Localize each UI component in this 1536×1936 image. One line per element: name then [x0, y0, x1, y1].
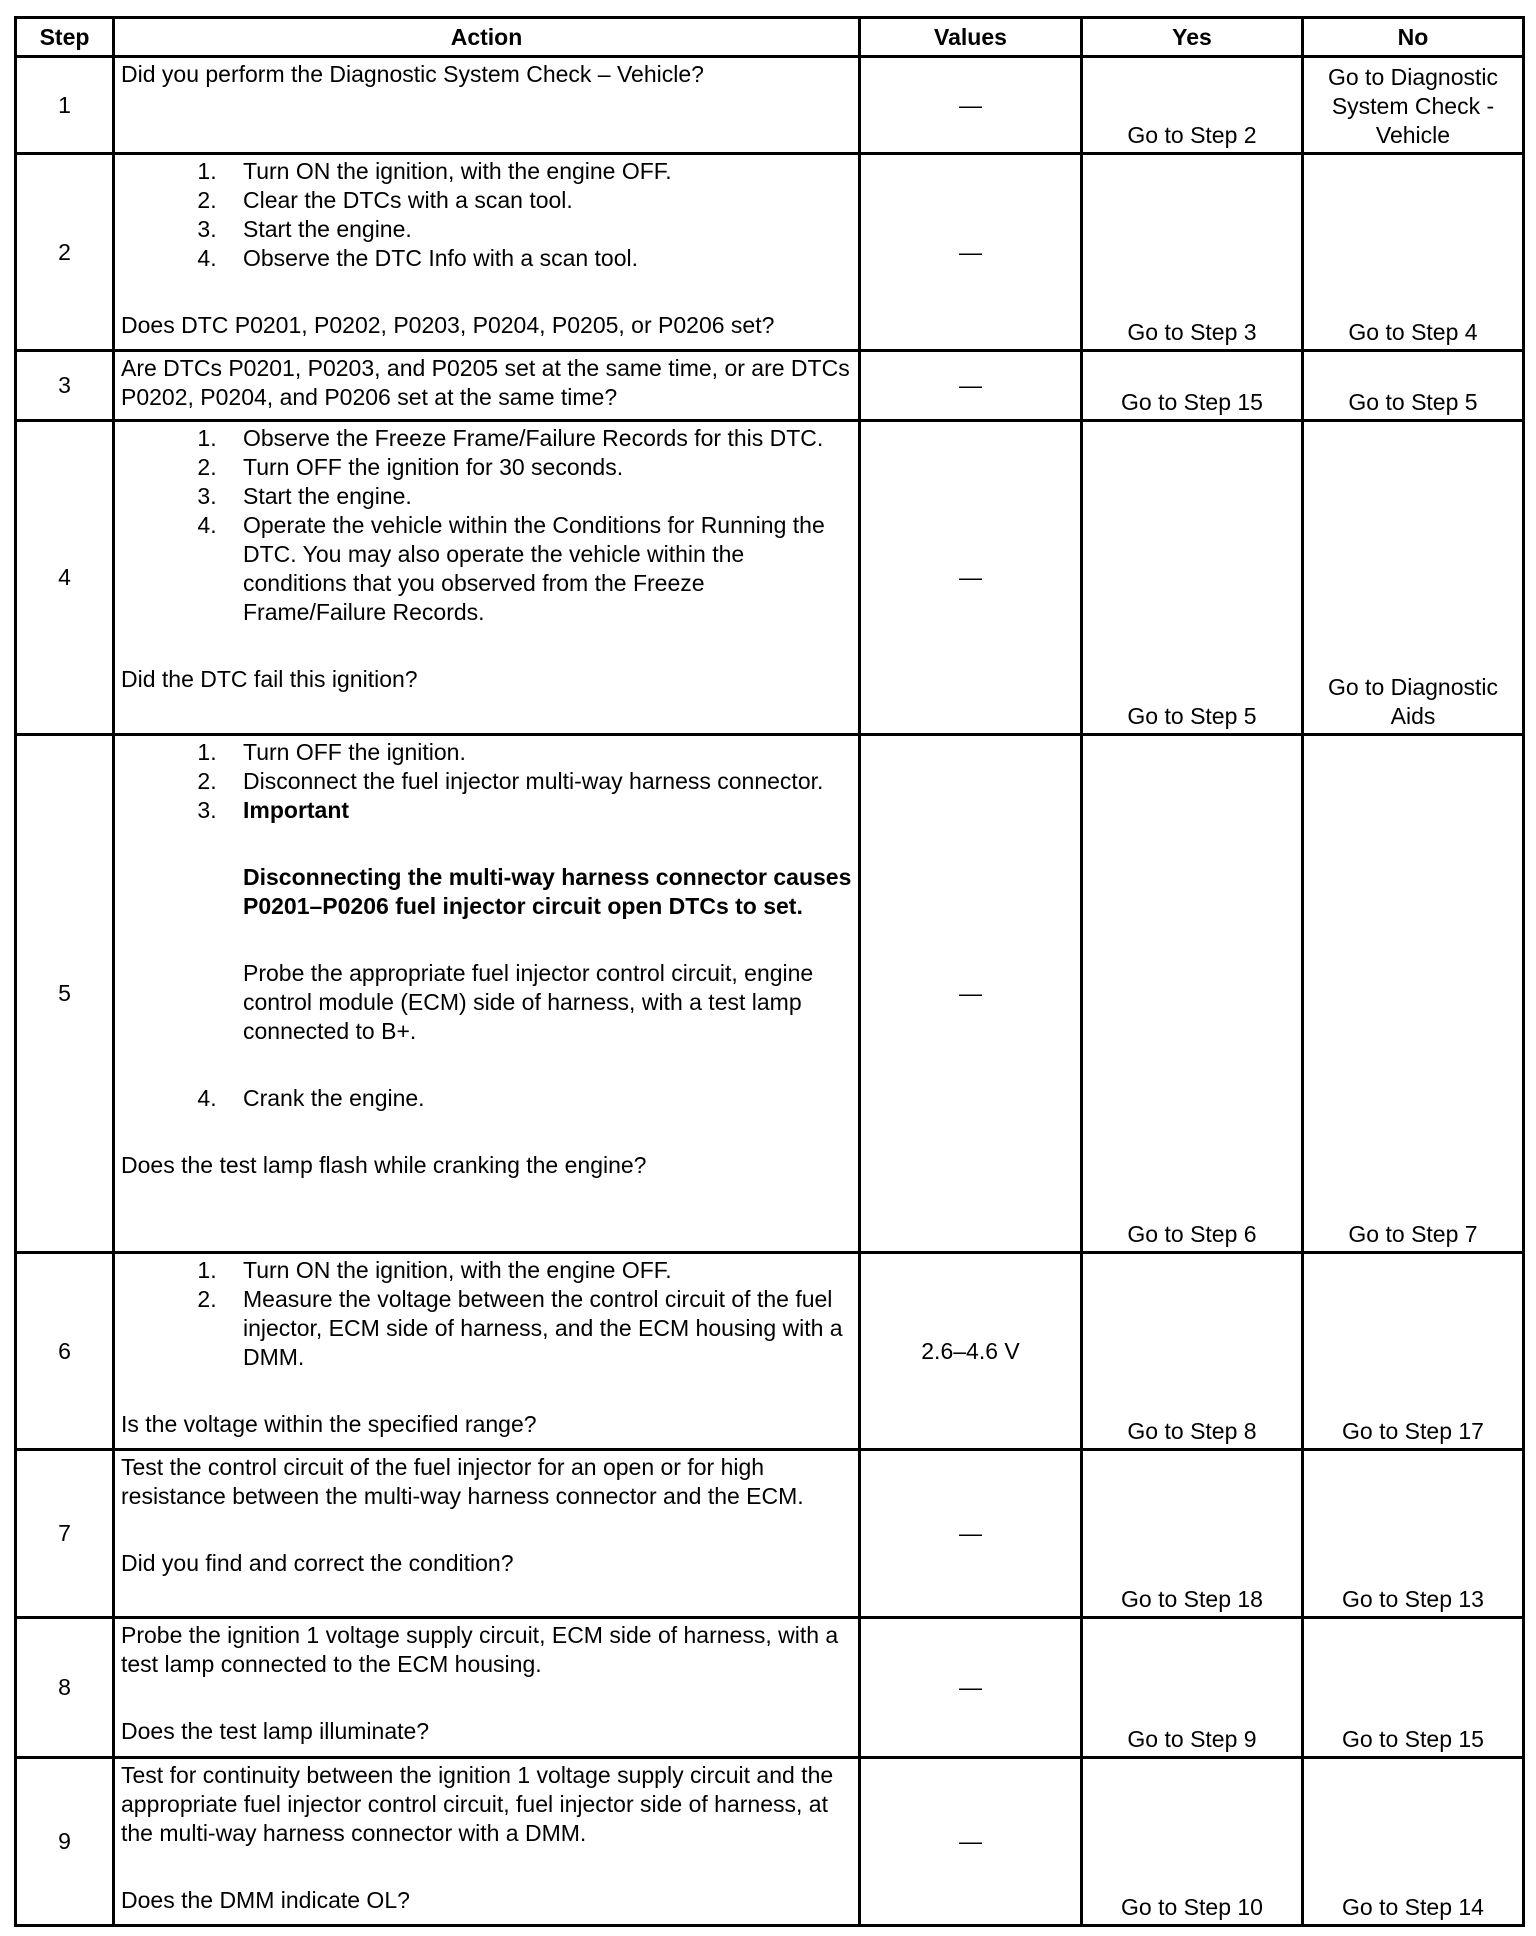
action-question: Does the DMM indicate OL? — [121, 1887, 410, 1913]
action-question: Did the DTC fail this ignition? — [121, 666, 418, 692]
action-step: 2. Turn OFF the ignition for 30 seconds. — [223, 453, 852, 482]
yes-cell: Go to Step 18 — [1082, 1450, 1303, 1618]
action-cell — [114, 1253, 860, 1450]
value-cell: — — [860, 1450, 1082, 1618]
action-steps — [121, 1256, 852, 1372]
table-row — [16, 735, 1524, 1253]
action-step: 1. Turn ON the ignition, with the engine OFF. — [223, 157, 852, 186]
probe-text: Probe the appropriate fuel injector control circuit, engine control module (ECM) side of harness, with a test lamp connected to B+. — [243, 960, 814, 1044]
step-number: 5 — [16, 735, 114, 1253]
no-cell: Go to Step 5 — [1303, 351, 1524, 421]
action-text: Test for continuity between the ignition 1 voltage supply circuit and the appropriate fuel injector control circuit, fuel injector side of harness, at the multi-way harness connector with a DMM. — [121, 1762, 834, 1846]
no-cell: Go to Diagnostic System Check - Vehicle — [1303, 57, 1524, 154]
action-text: Did you perform the Diagnostic System Check – Vehicle? — [121, 61, 704, 87]
step-number: 3 — [16, 351, 114, 421]
table-row — [16, 351, 1524, 421]
action-step: 4. Crank the engine. — [223, 1084, 852, 1113]
step-number: 7 — [16, 1450, 114, 1618]
action-cell — [114, 735, 860, 1253]
no-cell: Go to Step 15 — [1303, 1618, 1524, 1758]
value-cell: — — [860, 57, 1082, 154]
action-text: Test the control circuit of the fuel injector for an open or for high resistance between the multi-way harness connector and the ECM. — [121, 1454, 804, 1509]
yes-cell: Go to Step 5 — [1082, 421, 1303, 735]
yes-cell: Go to Step 9 — [1082, 1618, 1303, 1758]
action-step-important — [223, 796, 852, 1084]
action-cell — [114, 1758, 860, 1926]
important-label: 3. Important — [243, 797, 350, 823]
header-values: Values — [860, 18, 1082, 57]
yes-cell: Go to Step 6 — [1082, 735, 1303, 1253]
action-cell — [114, 351, 860, 421]
action-step: 1. Turn ON the ignition, with the engine OFF. — [223, 1256, 852, 1285]
action-question: Does the test lamp flash while cranking the engine? — [121, 1152, 647, 1178]
action-step: 2. Disconnect the fuel injector multi-way harness connector. — [223, 767, 852, 796]
action-step: 2. Clear the DTCs with a scan tool. — [223, 186, 852, 215]
step-number: 9 — [16, 1758, 114, 1926]
action-step: 4. Operate the vehicle within the Conditions for Running the DTC. You may also operate the vehicle within the conditions that you observed from the Freeze Frame/Failure Records. — [223, 511, 852, 627]
action-cell — [114, 1450, 860, 1618]
action-question: Is the voltage within the specified range? — [121, 1411, 537, 1437]
step-number: 1 — [16, 57, 114, 154]
action-steps — [121, 738, 852, 1113]
value-cell: — — [860, 1618, 1082, 1758]
yes-cell: Go to Step 3 — [1082, 154, 1303, 351]
no-cell: Go to Step 7 — [1303, 735, 1524, 1253]
header-action: Action — [114, 18, 860, 57]
action-cell — [114, 1618, 860, 1758]
step-number: 4 — [16, 421, 114, 735]
no-cell: Go to Step 17 — [1303, 1253, 1524, 1450]
value-cell: — — [860, 421, 1082, 735]
step-number: 6 — [16, 1253, 114, 1450]
action-question: Does DTC P0201, P0202, P0203, P0204, P0205, or P0206 set? — [121, 312, 775, 338]
table-row — [16, 1253, 1524, 1450]
action-step: 4. Observe the DTC Info with a scan tool. — [223, 244, 852, 273]
header-no: No — [1303, 18, 1524, 57]
action-step: 3. Start the engine. — [223, 482, 852, 511]
action-step: 2. Measure the voltage between the control circuit of the fuel injector, ECM side of harness, and the ECM housing with a DMM. — [223, 1285, 852, 1372]
no-cell: Go to Step 4 — [1303, 154, 1524, 351]
action-steps — [121, 157, 852, 273]
important-note: Disconnecting the multi-way harness connector causes P0201–P0206 fuel injector circuit open DTCs to set. — [243, 864, 852, 919]
action-text: Probe the ignition 1 voltage supply circuit, ECM side of harness, with a test lamp connected to the ECM housing. — [121, 1622, 839, 1677]
no-cell: Go to Step 13 — [1303, 1450, 1524, 1618]
action-steps — [121, 424, 852, 627]
action-cell — [114, 57, 860, 154]
action-step: 1. Observe the Freeze Frame/Failure Records for this DTC. — [223, 424, 852, 453]
yes-cell: Go to Step 2 — [1082, 57, 1303, 154]
value-cell: — — [860, 1758, 1082, 1926]
no-cell: Go to Step 14 — [1303, 1758, 1524, 1926]
table-row — [16, 57, 1524, 154]
action-step: 1. Turn OFF the ignition. — [223, 738, 852, 767]
table-row — [16, 1450, 1524, 1618]
yes-cell: Go to Step 15 — [1082, 351, 1303, 421]
action-cell — [114, 154, 860, 351]
value-cell: — — [860, 351, 1082, 421]
no-cell: Go to Diagnostic Aids — [1303, 421, 1524, 735]
diagnostic-table — [14, 16, 1525, 1927]
header-step: Step — [16, 18, 114, 57]
value-cell: — — [860, 154, 1082, 351]
table-row — [16, 1618, 1524, 1758]
yes-cell: Go to Step 8 — [1082, 1253, 1303, 1450]
step-number: 8 — [16, 1618, 114, 1758]
step-number: 2 — [16, 154, 114, 351]
action-cell — [114, 421, 860, 735]
value-cell: 2.6–4.6 V — [860, 1253, 1082, 1450]
action-question: Does the test lamp illuminate? — [121, 1718, 430, 1744]
table-row — [16, 154, 1524, 351]
header-row — [16, 18, 1524, 57]
yes-cell: Go to Step 10 — [1082, 1758, 1303, 1926]
action-text: Are DTCs P0201, P0203, and P0205 set at the same time, or are DTCs P0202, P0204, and P0206 set at the same time? — [121, 355, 850, 410]
table-row — [16, 421, 1524, 735]
header-yes: Yes — [1082, 18, 1303, 57]
action-step: 3. Start the engine. — [223, 215, 852, 244]
action-question: Did you find and correct the condition? — [121, 1550, 514, 1576]
table-row — [16, 1758, 1524, 1926]
value-cell: — — [860, 735, 1082, 1253]
